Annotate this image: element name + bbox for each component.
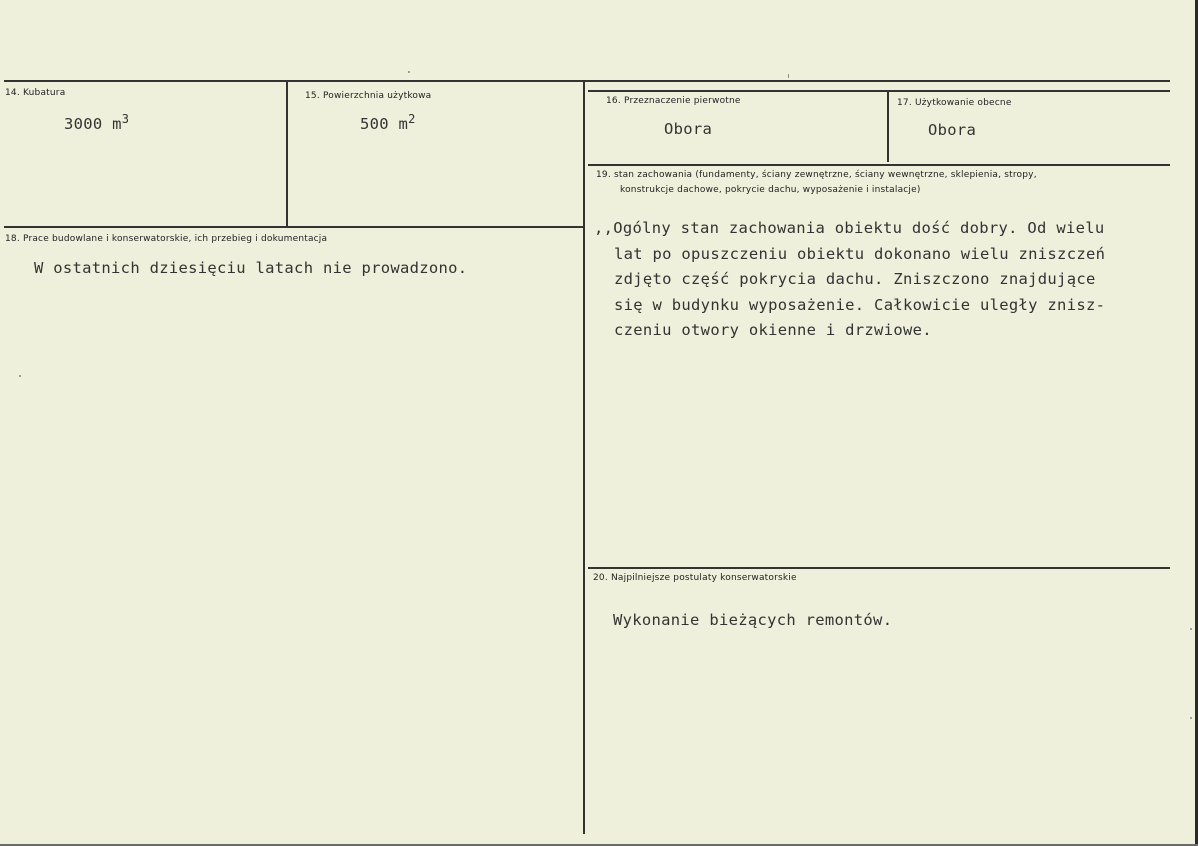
field-18-label: 18. Prace budowlane i konserwatorskie, ich przebieg i dokumentacja (5, 234, 328, 244)
field-19-label-line2: konstrukcje dachowe, pokrycie dachu, wyposażenie i instalacje) (620, 185, 921, 195)
field-19-text (594, 216, 1105, 344)
field-19-label-line1: 19. stan zachowania (fundamenty, ściany zewnętrzne, ściany wewnętrzne, sklepienia, stropy, (596, 170, 1037, 180)
field-17-label: 17. Użytkowanie obecne (897, 98, 1012, 108)
scan-speck (408, 71, 410, 73)
field-14-value (64, 112, 130, 133)
field-20-value: Wykonanie bieżących remontów. (613, 611, 893, 629)
field-15-value (360, 112, 416, 133)
divider-16-17 (887, 90, 889, 162)
field-19-line: zdjęto część pokrycia dachu. Zniszczono znajdujące (614, 270, 1096, 288)
field-14-unit-exponent: 3 (121, 112, 130, 126)
field-16-value: Obora (664, 120, 713, 138)
field-15-number: 500 m (360, 115, 409, 133)
scan-speck (788, 74, 789, 78)
field-19-line: lat po opuszczeniu obiektu dokonano wielu zniszczeń (614, 244, 1106, 263)
field-14-label: 14. Kubatura (5, 88, 66, 98)
field-18-value: W ostatnich dziesięciu latach nie prowadzono. (34, 259, 468, 277)
divider-14-15 (286, 82, 288, 228)
divider-left-right (583, 82, 585, 834)
rule-above-20 (588, 567, 1170, 569)
rule-above-18 (4, 226, 583, 228)
scan-speck (1190, 628, 1192, 630)
rule-under-16-17 (588, 90, 1170, 92)
field-19-line: ,,Ogólny stan zachowania obiektu dość dobry. Od wielu (594, 219, 1105, 237)
field-17-value: Obora (928, 121, 977, 139)
field-19-line: się w budynku wyposażenie. Całkowicie uległy znisz- (614, 295, 1106, 314)
field-20-label: 20. Najpilniejsze postulaty konserwatorskie (593, 573, 797, 583)
top-rule (4, 80, 1170, 82)
field-16-label: 16. Przeznaczenie pierwotne (606, 96, 741, 106)
field-15-label: 15. Powierzchnia użytkowa (305, 91, 432, 101)
field-19-line: czeniu otwory okienne i drzwiowe. (614, 321, 932, 339)
scan-speck (19, 375, 21, 377)
field-15-unit-exponent: 2 (408, 112, 416, 126)
rule-above-19 (588, 164, 1170, 166)
field-14-number: 3000 m (64, 115, 122, 133)
scan-speck (1190, 717, 1192, 719)
